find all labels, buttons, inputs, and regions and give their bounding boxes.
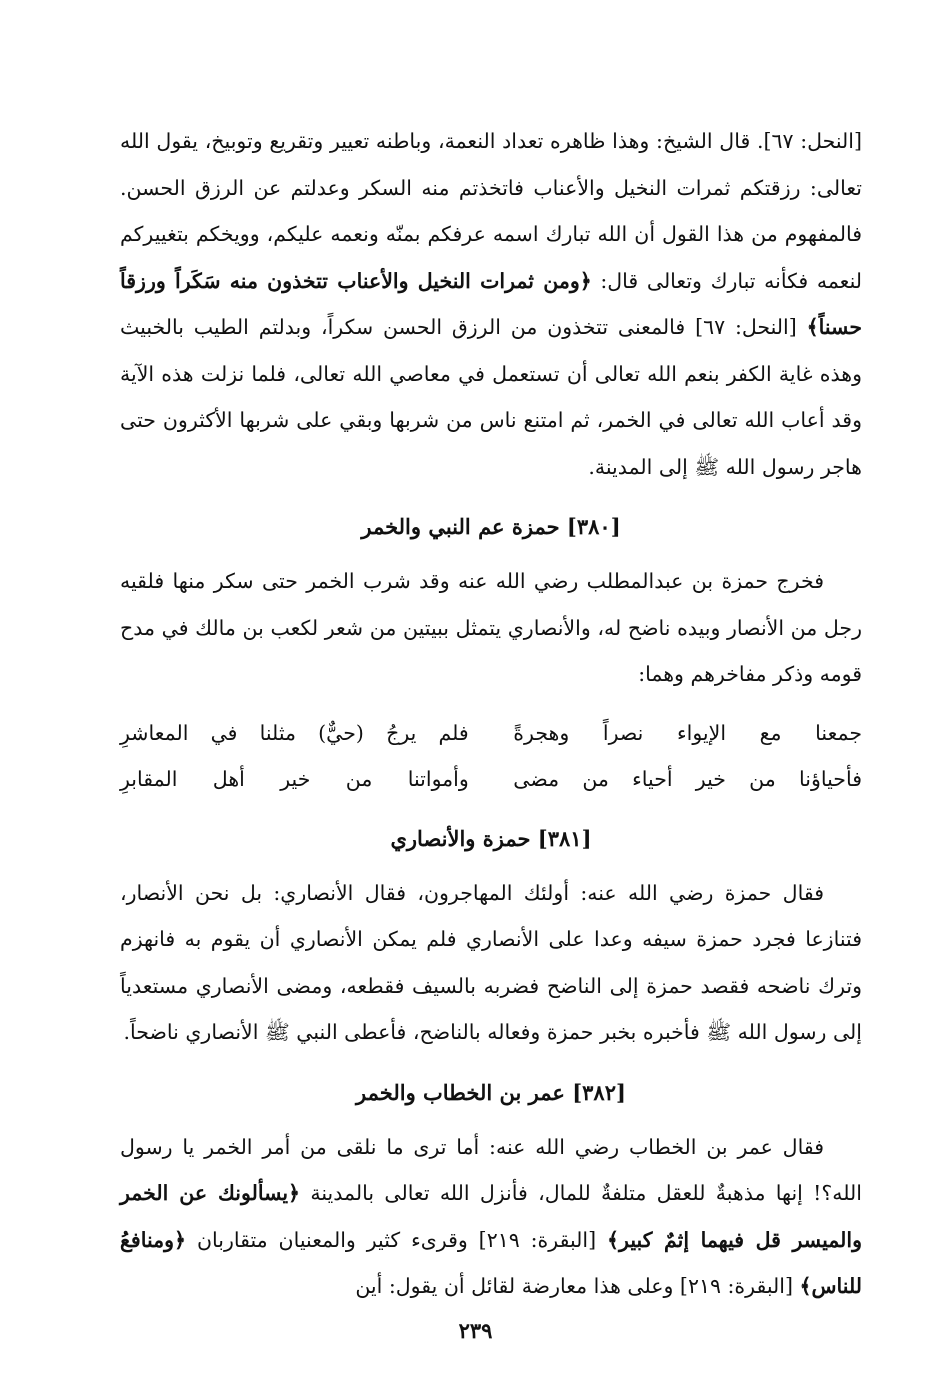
section-heading-380: [٣٨٠] حمزة عم النبي والخمر	[361, 514, 621, 539]
poem-hemistich-second: وأمواتنا من خير أهل المقابرِ	[120, 766, 469, 791]
quran-quote-baqarah-1: ﴿يسألونك عن الخمر والميسر قل فيهما إثمٌ كبير﴾	[120, 1181, 862, 1252]
poem-hemistich-first: فأحياؤنا من خير أحياء من مضى	[513, 766, 862, 791]
page-number: ٢٣٩	[458, 1318, 493, 1343]
poem-verse	[120, 710, 862, 756]
paragraph-1	[120, 118, 862, 490]
section-heading-382: [٣٨٢] عمر بن الخطاب والخمر	[356, 1079, 626, 1105]
poem-hemistich-second: فلم يرجُ (حيٌّ) مثلنا في المعاشرِ	[120, 720, 469, 745]
paragraph-4-text-c: [البقرة: ٢١٩] وعلى هذا معارضة لقائل أن يقول: أين	[355, 1274, 800, 1298]
poem-verse	[120, 756, 862, 802]
poem	[120, 710, 862, 802]
quran-quote-nahl: ﴿ومن ثمرات النخيل والأعناب تتخذون منه سَكَراً ورزقاً حسناً﴾	[120, 268, 862, 339]
page-body	[120, 118, 862, 1310]
paragraph-1-text-b: [النحل: ٦٧] فالمعنى تتخذون من الرزق الحسن سكراً، وبدلتم الطيب بالخبيث وهذه غاية الكفر بنعم الله تعالى أن تستعمل في معاصي الله تعالى، فلما نزلت هذه الآية وقد أعاب الله تعالى في الخمر، ثم امتنع ناس من شربها وبقي على شربها الأكثرون حتى هاجر رسول الله ﷺ إلى المدينة.	[120, 315, 862, 479]
poem-hemistich-first: جمعنا مع الإيواء نصراً وهجرةً	[513, 720, 862, 745]
paragraph-4-text-a: فقال عمر بن الخطاب رضي الله عنه: أما ترى ما نلقى من أمر الخمر يا رسول الله؟! إنها مذهبةٌ للعقل متلفةٌ للمال، فأنزل الله تعالى بالمدينة	[120, 1134, 862, 1205]
paragraph-3: فقال حمزة رضي الله عنه: أولئك المهاجرون، فقال الأنصاري: بل نحن الأنصار، فتنازعا فجرد حمزة سيفه وعدا على الأنصاري فلم يمكن الأنصاري أن يقوم به فانهزم وترك ناضحه فقصد حمزة إلى الناضح فضربه بالسيف فقطعه، ومضى الأنصاري مستعدياً إلى رسول الله ﷺ فأخبره بخبر حمزة وفعاله بالناضح، فأعطى النبي ﷺ الأنصاري ناضحاً.	[120, 880, 862, 1044]
section-heading-381: [٣٨١] حمزة والأنصاري	[390, 825, 592, 851]
paragraph-4-text-b: [البقرة: ٢١٩] وقرىء كثير والمعنيان متقاربان	[186, 1227, 608, 1252]
paragraph-2: فخرج حمزة بن عبدالمطلب رضي الله عنه وقد شرب الخمر حتى سكر منها فلقيه رجل من الأنصار وبيده ناضح له، والأنصاري يتمثل ببيتين من شعر لكعب بن مالك في مدح قومه وذكر مفاخرهم وهما:	[120, 569, 862, 686]
paragraph-1-text-a: [النحل: ٦٧]. قال الشيخ: وهذا ظاهره تعداد النعمة، وباطنه تعيير وتقريع وتوبيخ، يقول الله تعالى: رزقتكم ثمرات النخيل والأعناب فاتخذتم منه السكر وعدلتم عن الرزق الحسن. فالمفهوم من هذا القول أن الله تبارك اسمه عرفكم بمنّه ونعمه عليكم، وويخكم بتغييركم لنعمه فكأنه تبارك وتعالى قال:	[120, 129, 862, 293]
paragraph-4	[120, 1124, 862, 1310]
quran-quote-baqarah-2: ﴿ومنافعُ للناس﴾	[120, 1227, 862, 1298]
